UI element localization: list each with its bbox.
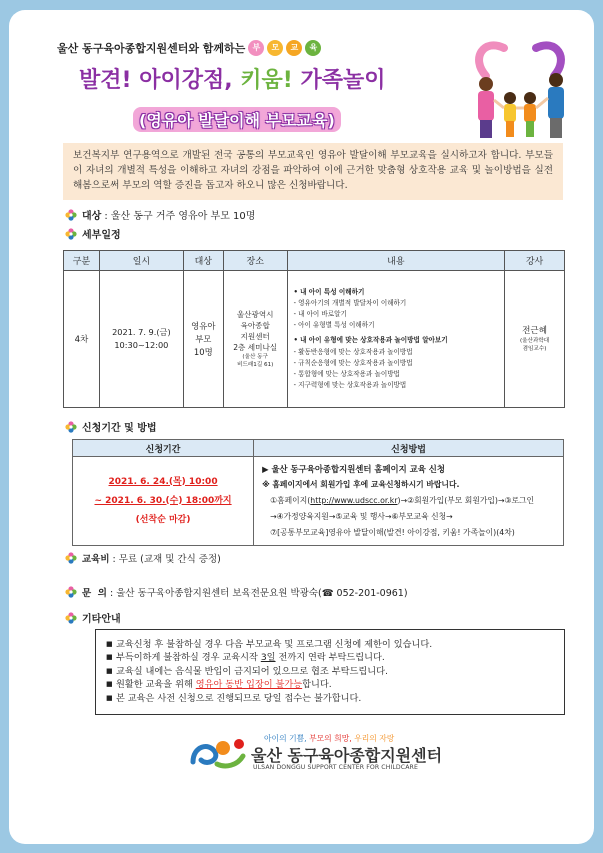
child1-legs (506, 121, 514, 137)
center-name: 울산 동구육아종합지원센터 (251, 746, 443, 765)
family-illustration (464, 40, 576, 140)
list-item: ■ 본 교육은 사전 신청으로 진행되므로 당일 접수는 불가합니다. (106, 692, 554, 705)
target-line-3: 10명 (193, 346, 213, 357)
mother-body (478, 91, 494, 121)
place-line-1: 울산광역시 (236, 310, 274, 319)
tagline-part1: 아이의 기쁨, (264, 734, 310, 743)
homepage-link[interactable]: http://www.udscc.or.kr (310, 496, 398, 505)
main-title (79, 63, 385, 94)
title-part2: 키움! (240, 68, 293, 93)
method-line-2: ※ 홈페이지에서 회원가입 후에 교육신청하시기 바랍니다. (262, 480, 460, 489)
instructor-note-2: 겸임교수) (522, 345, 547, 352)
badge-bu: 부 (248, 40, 264, 56)
fee-text: : 무료 (교재 및 간식 증정) (112, 554, 221, 565)
flower-bullet-icon (65, 586, 77, 598)
target-label: 대상 (82, 211, 102, 222)
list-item (106, 678, 554, 691)
tagline-part3: 우리의 자랑 (354, 734, 395, 743)
child1-head (504, 92, 516, 104)
col-header-period: 신청기간 (73, 440, 254, 457)
fee-label: 교육비 (82, 554, 110, 565)
target-text: : 울산 동구 거주 영유아 부모 10명 (104, 211, 256, 222)
mother-head (479, 77, 493, 91)
period-line-2: ~ 2021. 6. 30.(수) 18:00까지 (94, 495, 232, 506)
flyer-sheet (9, 10, 594, 844)
heart-left-curve (479, 45, 504, 76)
place-note-1: (울산 동구 (242, 354, 268, 360)
title-part1: 발견! 아이강점, (79, 68, 233, 93)
method-line-5: ⑦[공통부모교육]영유아 발달이해(발견! 아이강점, 키움! 가족놀이)(4차) (270, 528, 515, 537)
content-item: - 규칙순응형에 맞는 상호작용과 놀이방법 (293, 358, 413, 367)
content-item: - 내 아이 바로알기 (293, 309, 347, 318)
target-cell (183, 271, 223, 408)
apply-heading (65, 419, 157, 434)
father-body (548, 87, 564, 119)
col-header-method: 신청방법 (254, 440, 564, 457)
period-cell (73, 457, 254, 546)
place-line-2: 육아종합 (240, 321, 270, 330)
notes-heading (65, 610, 121, 625)
father-legs (550, 118, 562, 138)
note4-b: 합니다. (302, 679, 332, 691)
tagline-part2: 부모의 희망, (309, 734, 355, 743)
schedule-table (63, 250, 565, 408)
target-line-1: 영유아 (191, 320, 216, 331)
badge-gyo: 교 (286, 40, 302, 56)
badge-mo: 모 (267, 40, 283, 56)
col-header-place: 장소 (223, 251, 287, 271)
col-header-date: 일시 (99, 251, 183, 271)
heart-right-curve (536, 45, 561, 76)
content-item: - 통합형에 맞는 상호작용과 놀이방법 (293, 370, 400, 378)
place-cell (223, 271, 287, 408)
flower-bullet-icon (65, 612, 77, 624)
sub-header-text: 울산 동구육아종합지원센터와 함께하는 (57, 42, 246, 55)
father-head (549, 73, 563, 87)
center-name-english: ULSAN DONGGU SUPPORT CENTER FOR CHILDCARE (253, 764, 418, 771)
title-part3: 가족놀이 (300, 68, 386, 93)
col-header-target: 대상 (183, 251, 223, 271)
content-item: - 활동반응형에 맞는 상호작용과 놀이방법 (293, 347, 413, 356)
instructor-note-1: (울산과학대 (519, 337, 550, 344)
badge-yuk: 육 (305, 40, 321, 56)
method-line-3a: ①홈페이지( (270, 496, 311, 505)
contact-text: : 울산 동구육아종합지원센터 보육전문요원 박광숙(☎ 052-201-0961) (109, 588, 408, 599)
place-line-4: 2층 세미나실 (233, 343, 278, 352)
target-line-2: 부모 (195, 333, 212, 344)
intro-text: 보건복지부 연구용역으로 개발된 전국 공통의 부모교육인 영유아 발달이해 부모교육을 실시하고자 합니다. 부모들이 자녀의 개별적 특성을 이해하고 자녀의 강점을 파악하여 이에 근거한 맞춤형 상호작용 교육 및 놀이방법을 실전해봄으로써 부모의 역할 증진을 돕고자 하오니 많은 신청바랍니다. (63, 143, 563, 200)
col-header-instructor: 강사 (505, 251, 565, 271)
contact-line (65, 585, 408, 599)
apply-heading-text: 신청기간 및 방법 (82, 423, 157, 434)
list-item (106, 651, 554, 664)
note2-a: 부득이하게 불참하실 경우 교육시작 (116, 652, 261, 664)
content-group2-title: • 내 아이 유형에 맞는 상호작용과 놀이방법 알아보기 (293, 336, 448, 345)
date-cell (99, 271, 183, 408)
mother-legs (480, 120, 492, 138)
note2-underline: 3일 (260, 652, 276, 664)
note4-a: 원활한 교육을 위해 (116, 679, 196, 691)
note2-b: 전까지 연락 부탁드립니다. (275, 652, 385, 664)
instructor-name: 전근혜 (522, 325, 547, 336)
list-item: ■ 교육실 내에는 음식물 반입이 금지되어 있으므로 협조 부탁드립니다. (106, 665, 554, 678)
child2-legs (526, 121, 534, 137)
content-item: - 아이 유형별 특성 이해하기 (293, 321, 375, 330)
subtitle: (영유아 발달이해 부모교육) (133, 107, 341, 132)
child2-head (524, 92, 536, 104)
content-group1-title: • 내 아이 특성 이해하기 (293, 287, 365, 296)
col-header-session: 구분 (64, 251, 100, 271)
method-cell (254, 457, 564, 546)
method-line-1: ▶ 울산 동구육아종합지원센터 홈페이지 교육 신청 (262, 464, 445, 474)
fee-line (65, 551, 221, 565)
time-line: 10:30~12:00 (114, 340, 169, 350)
content-item: - 지구력형에 맞는 상호작용과 놀이방법 (293, 381, 407, 390)
schedule-header-row (64, 251, 565, 271)
method-line-3b: )→②회원가입(부모 회원가입)→③로그인 (397, 496, 535, 505)
method-line-4: →④가정양육지원→⑤교육 및 행사→⑥부모교육 신청→ (270, 512, 453, 521)
schedule-heading-text: 세부일정 (82, 230, 121, 241)
list-item: ■ 교육신청 후 불참하실 경우 다음 부모교육 및 프로그램 신청에 제한이 있습니다. (106, 638, 554, 651)
place-note-2: 비드래1길 61) (237, 362, 274, 368)
contact-label: 문 의 (82, 588, 107, 599)
flower-bullet-icon (65, 228, 77, 240)
note4-red: 영유아 동반 입장이 불가능 (195, 679, 303, 691)
period-line-1: 2021. 6. 24.(목) 10:00 (108, 476, 218, 487)
center-logo-icon (187, 732, 251, 772)
flower-bullet-icon (65, 552, 77, 564)
apply-table (72, 439, 564, 546)
schedule-heading (65, 226, 121, 241)
child2-body (524, 104, 536, 122)
sub-header (57, 40, 321, 56)
target-line (65, 207, 255, 222)
content-cell (287, 271, 504, 408)
col-header-content: 내용 (287, 251, 504, 271)
instructor-cell (505, 271, 565, 408)
joined-arms (494, 98, 548, 108)
table-row (73, 457, 564, 546)
child1-body (504, 104, 516, 122)
notes-heading-text: 기타안내 (82, 614, 121, 625)
notes-box (95, 629, 565, 715)
apply-header-row (73, 440, 564, 457)
flower-bullet-icon (65, 421, 77, 433)
method-line-3 (262, 493, 555, 509)
session-cell: 4차 (64, 271, 100, 408)
content-item: - 영유아기의 개별적 발달차이 이해하기 (293, 298, 407, 307)
date-line: 2021. 7. 9.(금) (112, 327, 171, 337)
flower-bullet-icon (65, 209, 77, 221)
place-line-3: 지원센터 (240, 332, 270, 341)
table-row (64, 271, 565, 408)
period-note: (선착순 마감) (135, 514, 191, 525)
